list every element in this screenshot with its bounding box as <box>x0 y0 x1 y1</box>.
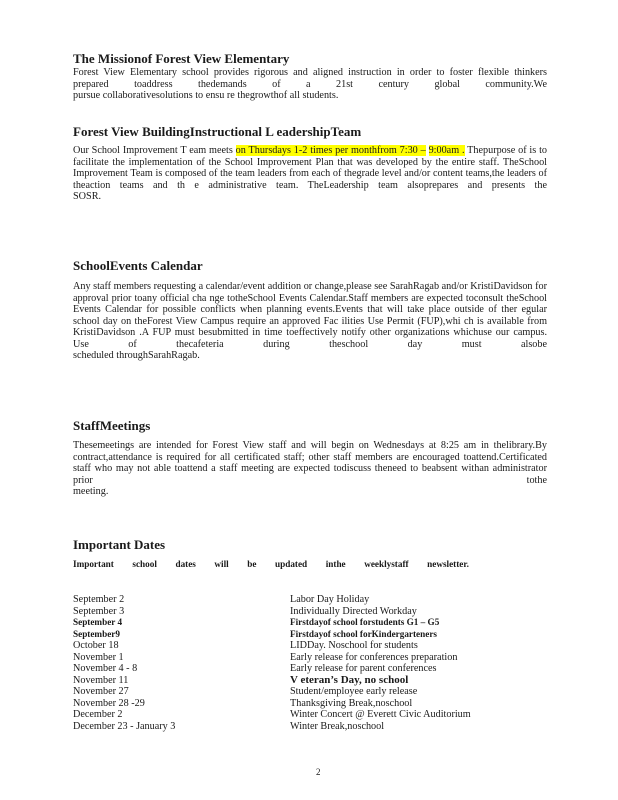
date-cell: September 4 <box>73 617 123 627</box>
mission-line-1: Forest View Elementary school provides rigorous and aligned instruction in order to foster <box>73 67 473 78</box>
dates-subtitle-word: newsletter. <box>427 559 469 569</box>
mission-heading: The Missionof Forest View Elementary <box>73 51 290 66</box>
ilt-line-last: SOSR. <box>73 191 102 202</box>
event-cell: Winter Concert @ Everett Civic Auditorium <box>290 709 471 720</box>
event-cell: Firstdayof school forKindergarteners <box>290 628 437 639</box>
date-row <box>73 675 553 687</box>
dates-subtitle-word: dates <box>175 559 196 569</box>
event-cell: Individually Directed Workday <box>290 605 417 617</box>
event-cell: Student/employee early release <box>290 686 418 697</box>
events-heading: SchoolEvents Calendar <box>73 258 203 273</box>
date-row <box>73 640 553 652</box>
ilt-line-5: teams and th e administrative team. TheLeadership team alsoprepares and presents the <box>119 179 548 191</box>
staff-line-3: members are encouraged toattend.Certificated staff who may not able toattend a staff <box>73 451 548 474</box>
date-row <box>73 617 553 629</box>
staff-line-last: meeting. <box>73 486 109 497</box>
event-cell: Early release for conferences preparation <box>290 651 458 663</box>
staff-line-1: Thesemeetings are intended for Forest View staff and will begin on Wednesdays at 8:25 am <box>73 440 477 451</box>
event-cell: Early release for parent conferences <box>290 663 437 674</box>
events-paragraph <box>73 281 547 362</box>
events-line-6: available from KristiDavidson .A FUP must besubmitted in time toeffectively notify other <box>73 315 548 338</box>
staff-paragraph <box>73 440 547 498</box>
date-row <box>73 709 553 721</box>
date-cell: December 23 - January 3 <box>73 720 176 732</box>
dates-subtitle <box>73 559 469 569</box>
date-row <box>73 663 553 675</box>
dates-subtitle-word: school <box>132 559 157 569</box>
ilt-line-2-post: Thepurpose of is to facilitate the implementation of the School Improvement Plan <box>73 145 547 168</box>
mission-line-last: pursue collaborativesolutions to ensu re thegrowthof all students. <box>73 90 339 101</box>
event-cell: Winter Break,noschool <box>290 720 385 732</box>
date-row <box>73 594 553 606</box>
date-cell: November 4 - 8 <box>73 663 138 674</box>
ilt-highlight-1: on Thursdays 1-2 times per monthfrom 7:30 – <box>235 145 426 156</box>
event-cell: Thanksgiving Break,noschool <box>290 697 413 709</box>
event-cell: V eteran’s Day, no school <box>290 673 409 686</box>
event-cell: Labor Day Holiday <box>290 594 370 605</box>
date-cell: September 2 <box>73 594 125 605</box>
staff-line-2: in thelibrary.By contract,attendance is required for all certificated staff; other staff <box>73 440 547 463</box>
dates-subtitle-word: weeklystaff <box>364 559 409 569</box>
date-cell: December 2 <box>73 709 123 720</box>
date-cell: September 3 <box>73 605 125 617</box>
dates-heading: Important Dates <box>73 537 166 552</box>
dates-list <box>73 594 553 732</box>
staff-heading: StaffMeetings <box>73 418 151 433</box>
events-line-5: on theForest View Campus require an approved Fac ilities Use Permit (FUP),whi ch is <box>121 315 484 327</box>
ilt-line-3: that was developed by the entire staff. TheSchool Improvement Team is composed of the <box>73 156 548 179</box>
events-line-4: conflicts when planning events.Events that will take place outside of ther egular school day <box>73 304 547 327</box>
dates-subtitle-word: updated <box>275 559 308 569</box>
dates-subtitle-word: Important <box>73 559 114 569</box>
date-row <box>73 652 553 664</box>
date-cell: November 28 -29 <box>73 697 145 709</box>
date-cell: November 27 <box>73 686 129 697</box>
mission-line-2: flexible thinkers prepared toaddress thedemands of a 21st century global community.We <box>73 67 548 90</box>
staff-line-4: meeting are expected todiscuss theneed to beabsent withan administrator prior tothe <box>73 463 547 486</box>
events-line-last: scheduled throughSarahRagab. <box>73 350 200 361</box>
ilt-highlight-2: 9:00am . <box>428 145 465 156</box>
dates-subtitle-word: be <box>247 559 257 569</box>
date-cell: September9 <box>73 628 120 639</box>
event-cell: LIDDay. Noschool for students <box>290 640 418 651</box>
ilt-line-4: team leaders from each of thegrade level and/or content teams,the leaders of theaction <box>73 168 548 191</box>
events-line-2: and/or KristiDavidson for approval prior toany official cha nge totheSchool Events <box>73 281 547 304</box>
ilt-paragraph <box>73 145 547 203</box>
date-row <box>73 721 553 733</box>
ilt-heading: Forest View BuildingInstructional L eadershipTeam <box>73 124 362 139</box>
date-row <box>73 698 553 710</box>
date-cell: November 11 <box>73 674 129 686</box>
event-cell: Firstdayof school forstudents G1 – G5 <box>290 617 440 627</box>
page-number: 2 <box>316 767 321 777</box>
events-line-1: Any staff members requesting a calendar/event addition or change,please see SarahRagab <box>73 281 440 292</box>
dates-subtitle-word: inthe <box>325 559 346 569</box>
date-row <box>73 606 553 618</box>
events-line-7: organizations whichuse our campus. Use of thecafeteria during theschool day must alsobe <box>73 327 548 350</box>
dates-subtitle-word: will <box>214 559 229 569</box>
ilt-line-1-pre: Our School Improvement T eam meets <box>73 145 233 156</box>
date-cell: October 18 <box>73 640 119 651</box>
date-cell: November 1 <box>73 651 124 663</box>
date-row <box>73 629 553 641</box>
events-line-3: Calendar.Staff members are expected toconsult theSchool Events Calendar for possible <box>73 292 547 315</box>
date-row <box>73 686 553 698</box>
mission-paragraph <box>73 67 547 102</box>
